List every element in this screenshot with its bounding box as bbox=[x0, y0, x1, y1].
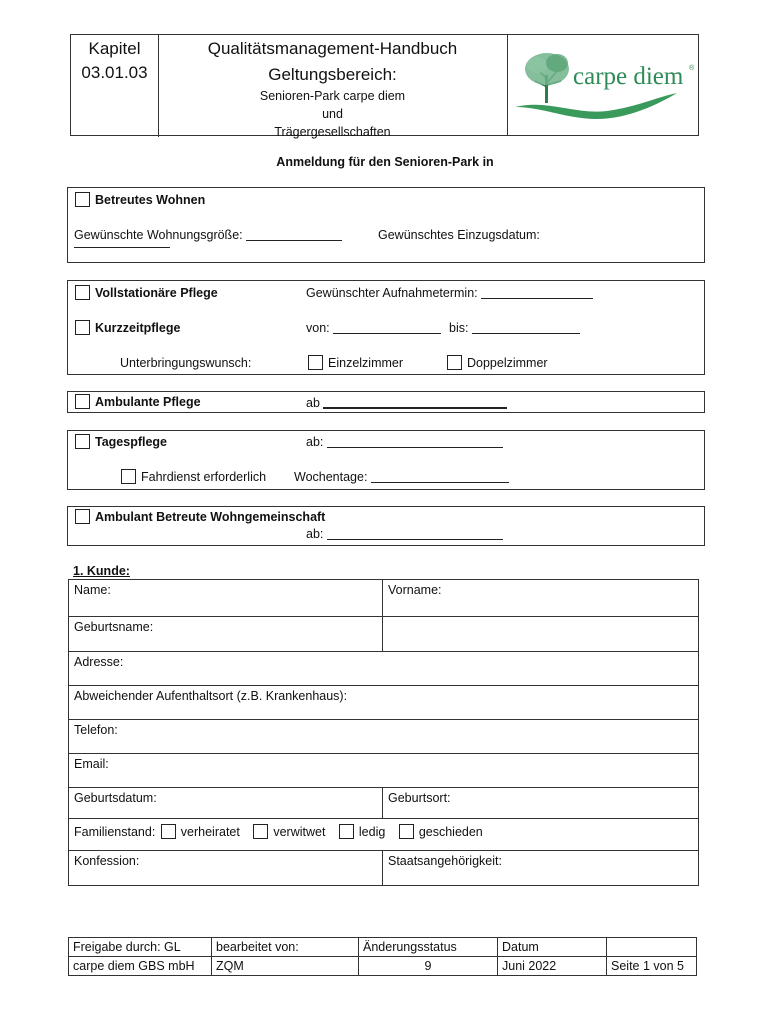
section-ambulante-pflege bbox=[67, 391, 705, 413]
bearbeitet-label: bearbeitet von: bbox=[212, 938, 359, 957]
table-row bbox=[69, 788, 699, 819]
betreutes-wohnen-row bbox=[75, 192, 205, 207]
tagespflege-label: Tagespflege bbox=[95, 435, 168, 449]
section-wohngemeinschaft bbox=[67, 506, 705, 546]
doppelzimmer-checkbox[interactable] bbox=[447, 355, 462, 370]
einzelzimmer-label: Einzelzimmer bbox=[328, 356, 404, 370]
verwitwet-checkbox[interactable] bbox=[253, 824, 268, 839]
kurzzeitpflege-checkbox[interactable] bbox=[75, 320, 90, 335]
wochentage-label: Wochentage: bbox=[294, 470, 368, 484]
bis-field[interactable] bbox=[472, 321, 580, 334]
einzugsdatum-label: Gewünschtes Einzugsdatum: bbox=[378, 228, 540, 242]
geburtsname-field[interactable] bbox=[69, 617, 383, 652]
table-row bbox=[69, 938, 697, 957]
telefon-field[interactable] bbox=[69, 720, 699, 754]
wg-row bbox=[75, 509, 325, 524]
unterbringung-label: Unterbringungswunsch: bbox=[120, 356, 252, 370]
title-cell bbox=[158, 35, 508, 139]
table-row bbox=[69, 957, 697, 976]
wohnungsgroesse-label: Gewünschte Wohnungsgröße: bbox=[74, 228, 243, 242]
scope-label: Geltungsbereich: bbox=[268, 65, 397, 84]
von-row bbox=[306, 321, 441, 335]
table-row bbox=[69, 617, 699, 652]
chapter-number: 03.01.03 bbox=[81, 63, 148, 82]
logo-registered-mark: ® bbox=[689, 65, 695, 72]
verheiratet-label: verheiratet bbox=[180, 825, 240, 839]
kunde-table bbox=[68, 579, 699, 886]
verwitwet-label: verwitwet bbox=[273, 825, 326, 839]
telefon-label: Telefon: bbox=[74, 723, 118, 737]
vollstationaer-checkbox[interactable] bbox=[75, 285, 90, 300]
bearbeitet-value: ZQM bbox=[212, 957, 359, 976]
konfession-label: Konfession: bbox=[74, 854, 140, 868]
section-pflege bbox=[67, 280, 705, 375]
wochentage-row bbox=[294, 470, 509, 484]
ledig-checkbox[interactable] bbox=[339, 824, 354, 839]
chapter-cell bbox=[71, 35, 159, 137]
staatsangehoerigkeit-field[interactable] bbox=[383, 851, 699, 886]
geschieden-checkbox[interactable] bbox=[399, 824, 414, 839]
email-label: Email: bbox=[74, 757, 109, 771]
wg-ab-row bbox=[306, 527, 503, 541]
vollstationaer-label: Vollstationäre Pflege bbox=[95, 286, 218, 300]
geburtsort-label: Geburtsort: bbox=[388, 791, 451, 805]
datum-value: Juni 2022 bbox=[498, 957, 607, 976]
wohnungsgroesse-field[interactable] bbox=[246, 228, 342, 241]
geburtsname-extra-field[interactable] bbox=[383, 617, 699, 652]
freigabe-value: carpe diem GBS mbH bbox=[69, 957, 212, 976]
bis-row bbox=[449, 321, 580, 335]
aufnahmetermin-label: Gewünschter Aufnahmetermin: bbox=[306, 286, 478, 300]
status-value: 9 bbox=[359, 957, 498, 976]
table-row bbox=[69, 851, 699, 886]
table-row bbox=[69, 720, 699, 754]
form-title: Anmeldung für den Senioren-Park in bbox=[276, 155, 494, 169]
scope-line-3: Trägergesellschaften bbox=[274, 125, 391, 139]
adresse-field[interactable] bbox=[69, 652, 699, 686]
geburtsdatum-label: Geburtsdatum: bbox=[74, 791, 157, 805]
scope-line-1: Senioren-Park carpe diem bbox=[259, 89, 406, 103]
logo-text: carpe diem bbox=[573, 63, 684, 90]
vorname-field[interactable] bbox=[383, 580, 699, 617]
vorname-label: Vorname: bbox=[388, 583, 442, 597]
betreutes-wohnen-label: Betreutes Wohnen bbox=[95, 193, 206, 207]
kurzzeitpflege-row bbox=[75, 320, 180, 335]
von-label: von: bbox=[306, 321, 330, 335]
tagespflege-ab-label: ab: bbox=[306, 435, 324, 449]
fahrdienst-row bbox=[121, 469, 266, 484]
wohnungsgroesse-row bbox=[74, 228, 342, 242]
aufenthaltsort-field[interactable] bbox=[69, 686, 699, 720]
aufenthaltsort-label: Abweichender Aufenthaltsort (z.B. Krankenhaus): bbox=[74, 689, 348, 703]
name-field[interactable] bbox=[69, 580, 383, 617]
fahrdienst-checkbox[interactable] bbox=[121, 469, 136, 484]
doc-title: Qualitätsmanagement-Handbuch bbox=[207, 39, 458, 58]
ambulant-ab-label: ab bbox=[306, 396, 320, 410]
wochentage-field[interactable] bbox=[371, 470, 509, 483]
table-row bbox=[69, 686, 699, 720]
kunde-section-title: 1. Kunde: bbox=[73, 564, 130, 578]
tagespflege-row bbox=[75, 434, 167, 449]
geburtsname-label: Geburtsname: bbox=[74, 620, 154, 634]
empty-cell bbox=[607, 938, 697, 957]
wg-ab-field[interactable] bbox=[327, 527, 503, 540]
staatsangehoerigkeit-label: Staatsangehörigkeit: bbox=[388, 854, 502, 868]
wg-ab-label: ab: bbox=[306, 527, 324, 541]
section-tagespflege bbox=[67, 430, 705, 490]
footer-table bbox=[68, 937, 697, 976]
einzelzimmer-row bbox=[308, 355, 403, 370]
wg-label: Ambulant Betreute Wohngemeinschaft bbox=[95, 510, 326, 524]
scope-line-2: und bbox=[322, 107, 343, 121]
tagespflege-ab-row bbox=[306, 435, 503, 449]
verheiratet-checkbox[interactable] bbox=[161, 824, 176, 839]
datum-label: Datum bbox=[498, 938, 607, 957]
table-row bbox=[69, 819, 699, 851]
konfession-field[interactable] bbox=[69, 851, 383, 886]
adresse-label: Adresse: bbox=[74, 655, 124, 669]
fahrdienst-label: Fahrdienst erforderlich bbox=[141, 470, 267, 484]
geschieden-label: geschieden bbox=[418, 825, 483, 839]
document-header bbox=[70, 34, 699, 139]
betreutes-wohnen-checkbox[interactable] bbox=[75, 192, 90, 207]
doppelzimmer-label: Doppelzimmer bbox=[467, 356, 548, 370]
chapter-label: Kapitel bbox=[88, 39, 141, 58]
logo-cell bbox=[507, 35, 698, 135]
wg-checkbox[interactable] bbox=[75, 509, 90, 524]
email-field[interactable] bbox=[69, 754, 699, 788]
bis-label: bis: bbox=[449, 321, 469, 335]
name-label: Name: bbox=[74, 583, 111, 597]
ambulante-pflege-label: Ambulante Pflege bbox=[95, 395, 201, 409]
tagespflege-ab-field[interactable] bbox=[327, 435, 503, 448]
ambulante-pflege-checkbox[interactable] bbox=[75, 394, 90, 409]
einzelzimmer-checkbox[interactable] bbox=[308, 355, 323, 370]
aufnahmetermin-row bbox=[306, 286, 593, 300]
section-betreutes-wohnen bbox=[67, 187, 705, 263]
table-row bbox=[69, 754, 699, 788]
kurzzeitpflege-label: Kurzzeitpflege bbox=[95, 321, 181, 335]
tagespflege-checkbox[interactable] bbox=[75, 434, 90, 449]
status-label: Änderungsstatus bbox=[359, 938, 498, 957]
ambulante-pflege-row bbox=[75, 394, 201, 409]
doppelzimmer-row bbox=[447, 355, 548, 370]
page-number: Seite 1 von 5 bbox=[607, 957, 697, 976]
geburtsdatum-field[interactable] bbox=[69, 788, 383, 819]
ambulant-ab-field[interactable] bbox=[323, 395, 507, 409]
vollstationaer-row bbox=[75, 285, 218, 300]
geburtsort-field[interactable] bbox=[383, 788, 699, 819]
familienstand-label: Familienstand: bbox=[74, 825, 156, 839]
ledig-label: ledig bbox=[358, 825, 386, 839]
familienstand-row bbox=[69, 819, 699, 851]
einzugsdatum-field[interactable] bbox=[74, 247, 170, 248]
freigabe-label: Freigabe durch: GL bbox=[69, 938, 212, 957]
table-row bbox=[69, 652, 699, 686]
ambulant-ab-row bbox=[306, 395, 507, 410]
table-row bbox=[69, 580, 699, 617]
von-field[interactable] bbox=[333, 321, 441, 334]
aufnahmetermin-field[interactable] bbox=[481, 286, 593, 299]
